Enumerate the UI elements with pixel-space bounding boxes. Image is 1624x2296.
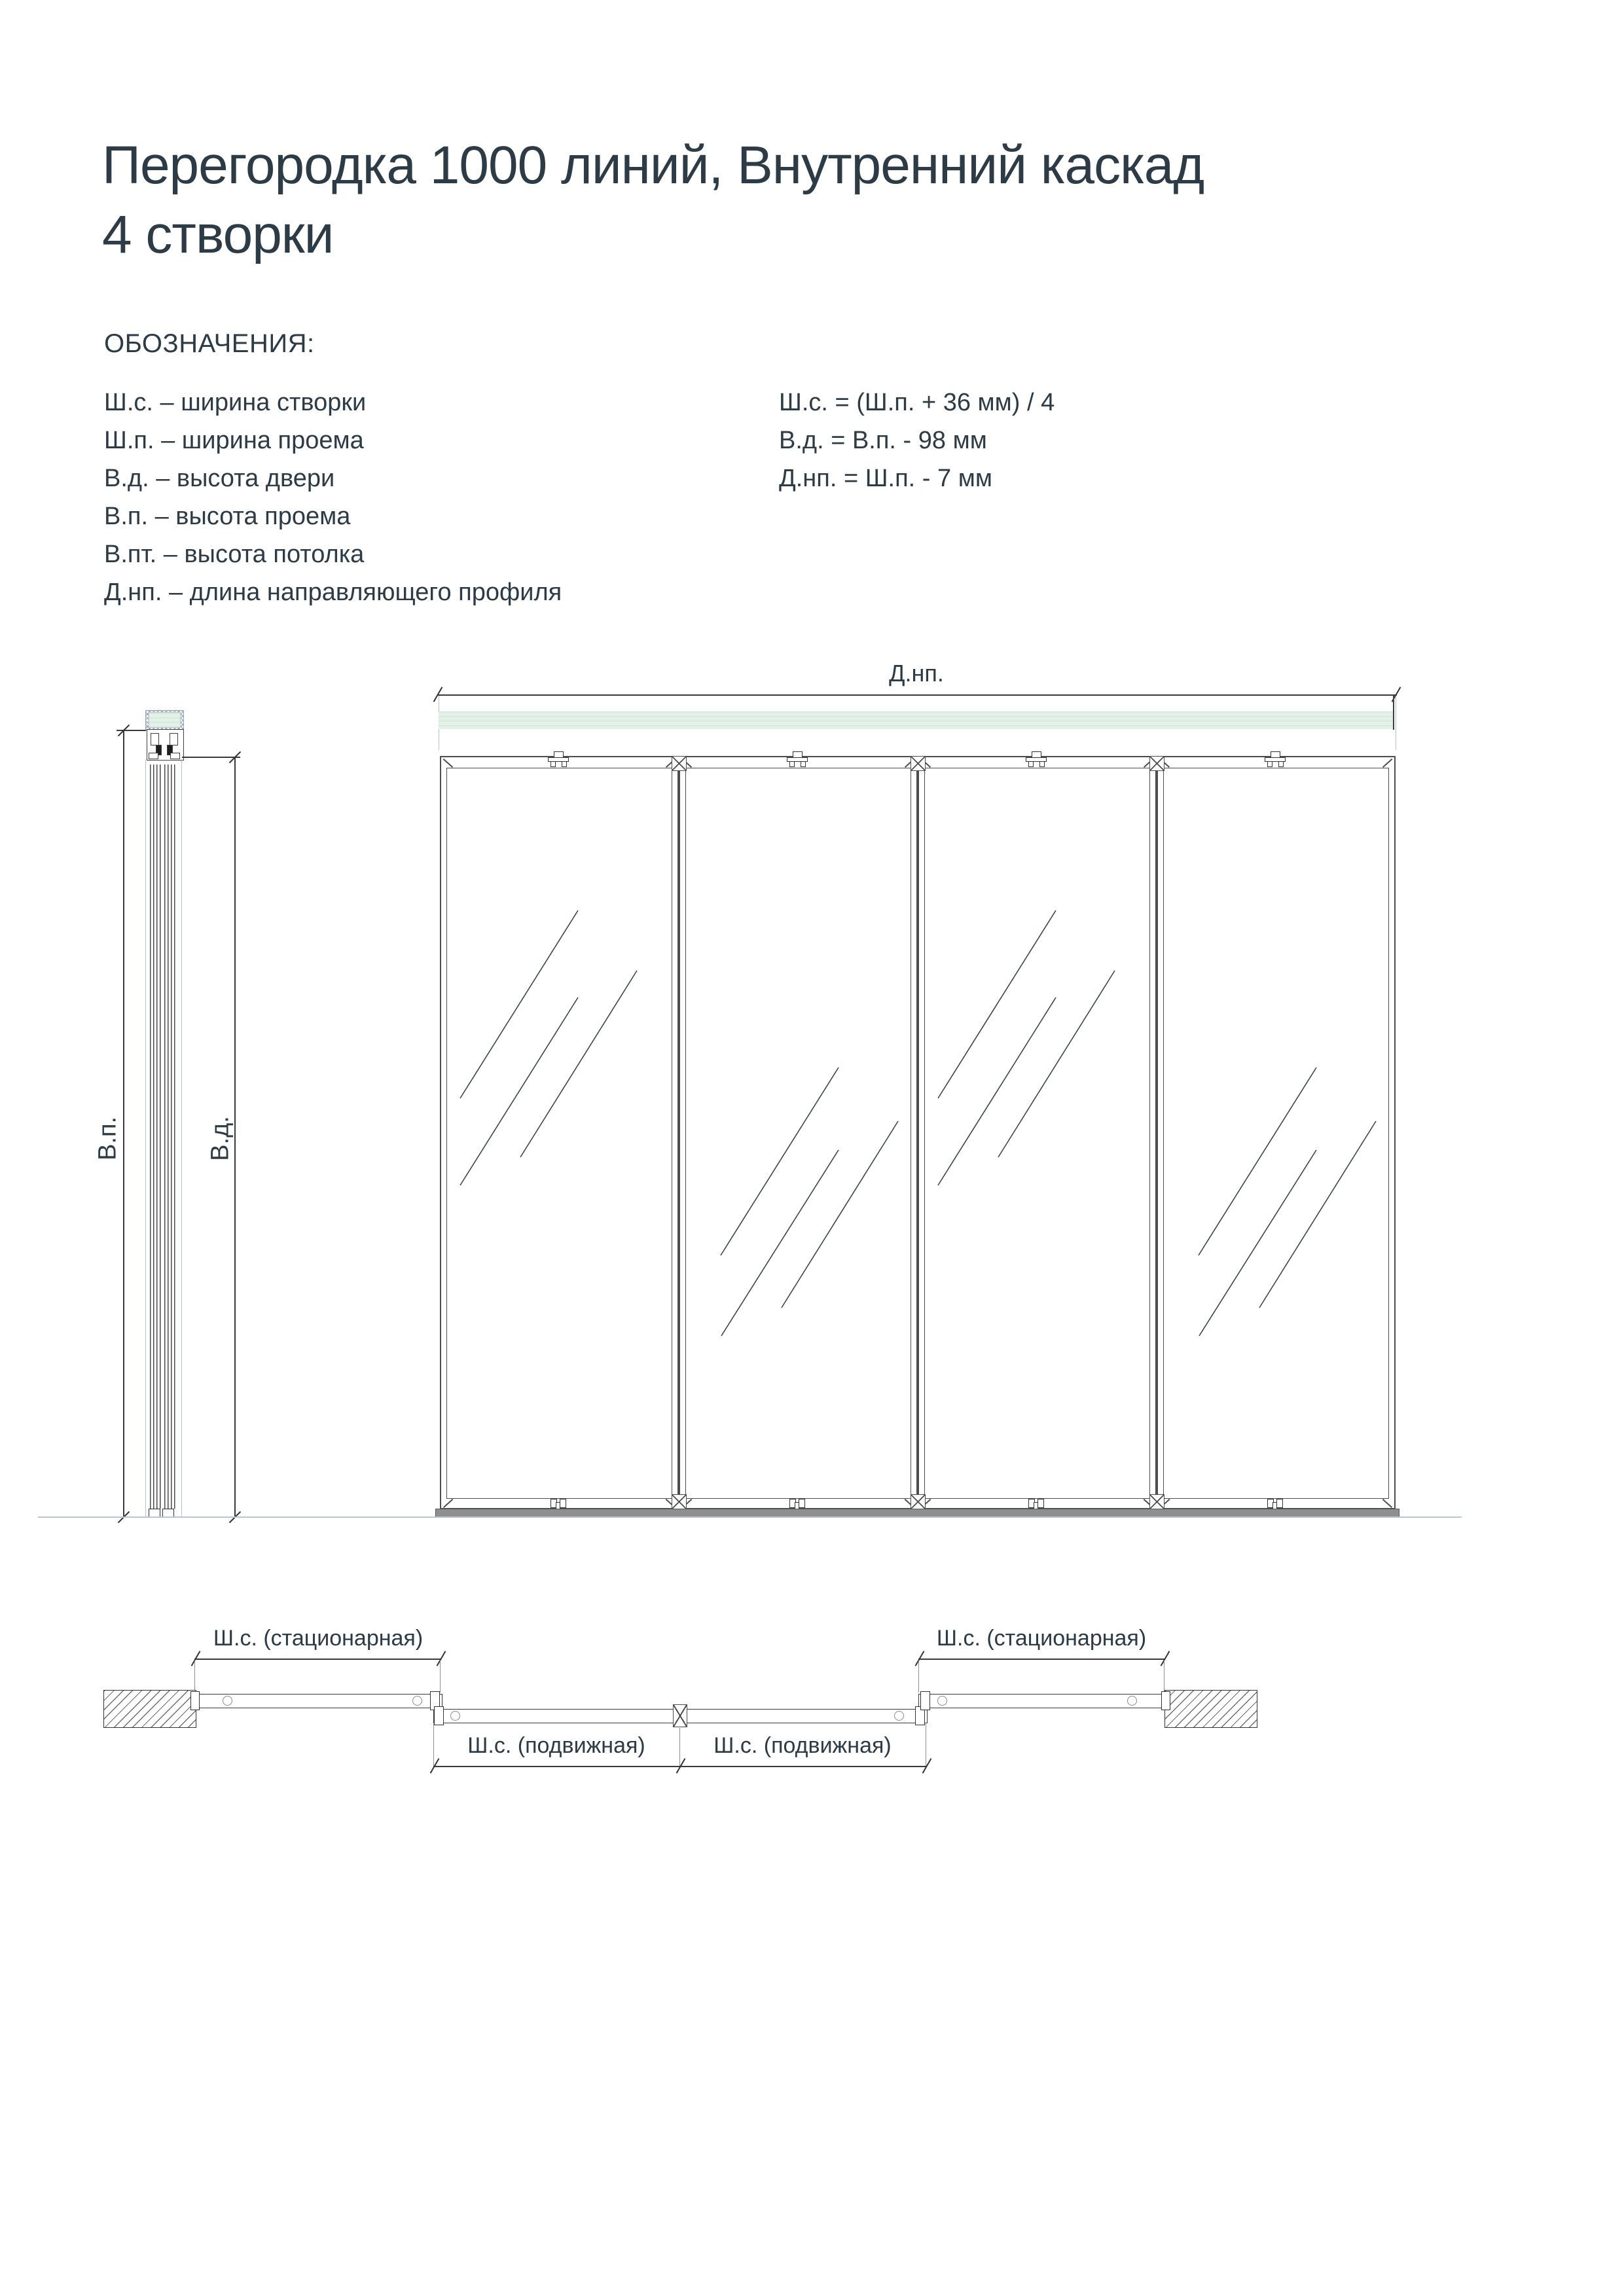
dim-label-vd: В.д.	[206, 1116, 234, 1161]
hanger-clip-icon	[1026, 751, 1048, 769]
dim-label-dnp: Д.нп.	[889, 660, 944, 687]
plan-label-stationary-right: Ш.с. (стационарная)	[936, 1626, 1147, 1651]
legend-item: В.д. – высота двери	[104, 465, 335, 492]
leaf-joint-detail	[673, 1704, 687, 1727]
track-end-edge	[1393, 696, 1394, 730]
dim-line-stationary-left	[194, 1659, 441, 1660]
roller-detail	[450, 1711, 460, 1721]
roller-detail	[937, 1696, 947, 1706]
dim-label-vp: В.п.	[94, 1116, 122, 1161]
wall-section-left	[103, 1690, 196, 1728]
leaf-bracket	[920, 1691, 930, 1710]
dim-extension	[440, 1660, 441, 1693]
panel-stack-section	[150, 764, 161, 1509]
glass-pane	[1163, 768, 1389, 1499]
panel-junction-detail	[672, 756, 687, 771]
roller-detail	[412, 1696, 422, 1706]
hanger-clip-icon	[1265, 751, 1287, 769]
track-insert-section	[149, 712, 181, 728]
dim-extension	[194, 1660, 195, 1693]
legend-item: Ш.с. – ширина створки	[104, 389, 367, 416]
floor-line	[38, 1516, 1462, 1518]
glass-pane	[924, 768, 1150, 1499]
wall-section-right	[1164, 1690, 1257, 1728]
panel-junction-detail	[1149, 756, 1164, 771]
formula-item: Ш.с. = (Ш.п. + 36 мм) / 4	[779, 389, 1055, 416]
panel-edge-line	[145, 759, 146, 1516]
formula-item: Д.нп. = Ш.п. - 7 мм	[779, 465, 992, 492]
panel-junction-detail	[911, 1494, 926, 1509]
door-panel-3	[918, 756, 1157, 1509]
plan-label-stationary-left: Ш.с. (стационарная)	[213, 1626, 424, 1651]
door-panel-2	[679, 756, 918, 1509]
wall-bracket	[190, 1691, 200, 1710]
legend-item: Д.нп. – длина направляющего профиля	[104, 579, 562, 606]
wall-bracket	[1161, 1691, 1170, 1710]
roller-detail	[223, 1696, 232, 1706]
dim-line-vp	[123, 730, 124, 1518]
panel-edge-line	[181, 759, 182, 1516]
plan-label-mobile-2: Ш.с. (подвижная)	[713, 1733, 892, 1758]
plan-label-mobile-1: Ш.с. (подвижная)	[467, 1733, 645, 1758]
dim-extension	[433, 1724, 434, 1766]
dim-extension	[117, 730, 146, 731]
leaf-bracket	[434, 1706, 444, 1725]
dim-extension	[182, 757, 240, 758]
dim-extension	[679, 1728, 680, 1766]
top-track-green-band	[439, 711, 1394, 729]
page-title	[102, 131, 1204, 270]
legend-item: В.п. – высота проема	[104, 503, 351, 530]
roller-detail	[894, 1711, 904, 1721]
dim-extension	[918, 1660, 919, 1693]
page-title-line1: Перегородка 1000 линий, Внутренний каскад	[102, 135, 1204, 195]
legend-heading: ОБОЗНАЧЕНИЯ:	[104, 329, 315, 358]
legend-item: Ш.п. – ширина проема	[104, 427, 364, 454]
glass-pane	[446, 768, 672, 1499]
hanger-clip-icon	[787, 751, 809, 769]
panel-junction-detail	[672, 1494, 687, 1509]
page-title-line2: 4 створки	[102, 205, 334, 264]
dim-line-stationary-right	[918, 1659, 1165, 1660]
panel-stack-section	[164, 764, 175, 1509]
glass-pane	[685, 768, 911, 1499]
carriage-profile-section	[147, 729, 184, 761]
hanger-clip-icon	[548, 751, 570, 769]
roller-detail	[1127, 1696, 1137, 1706]
panel-junction-detail	[911, 756, 926, 771]
legend-item: В.пт. – высота потолка	[104, 541, 365, 568]
door-panel-1	[440, 756, 679, 1509]
formula-item: В.д. = В.п. - 98 мм	[779, 427, 987, 454]
panel-junction-detail	[1149, 1494, 1164, 1509]
door-panel-4	[1157, 756, 1396, 1509]
